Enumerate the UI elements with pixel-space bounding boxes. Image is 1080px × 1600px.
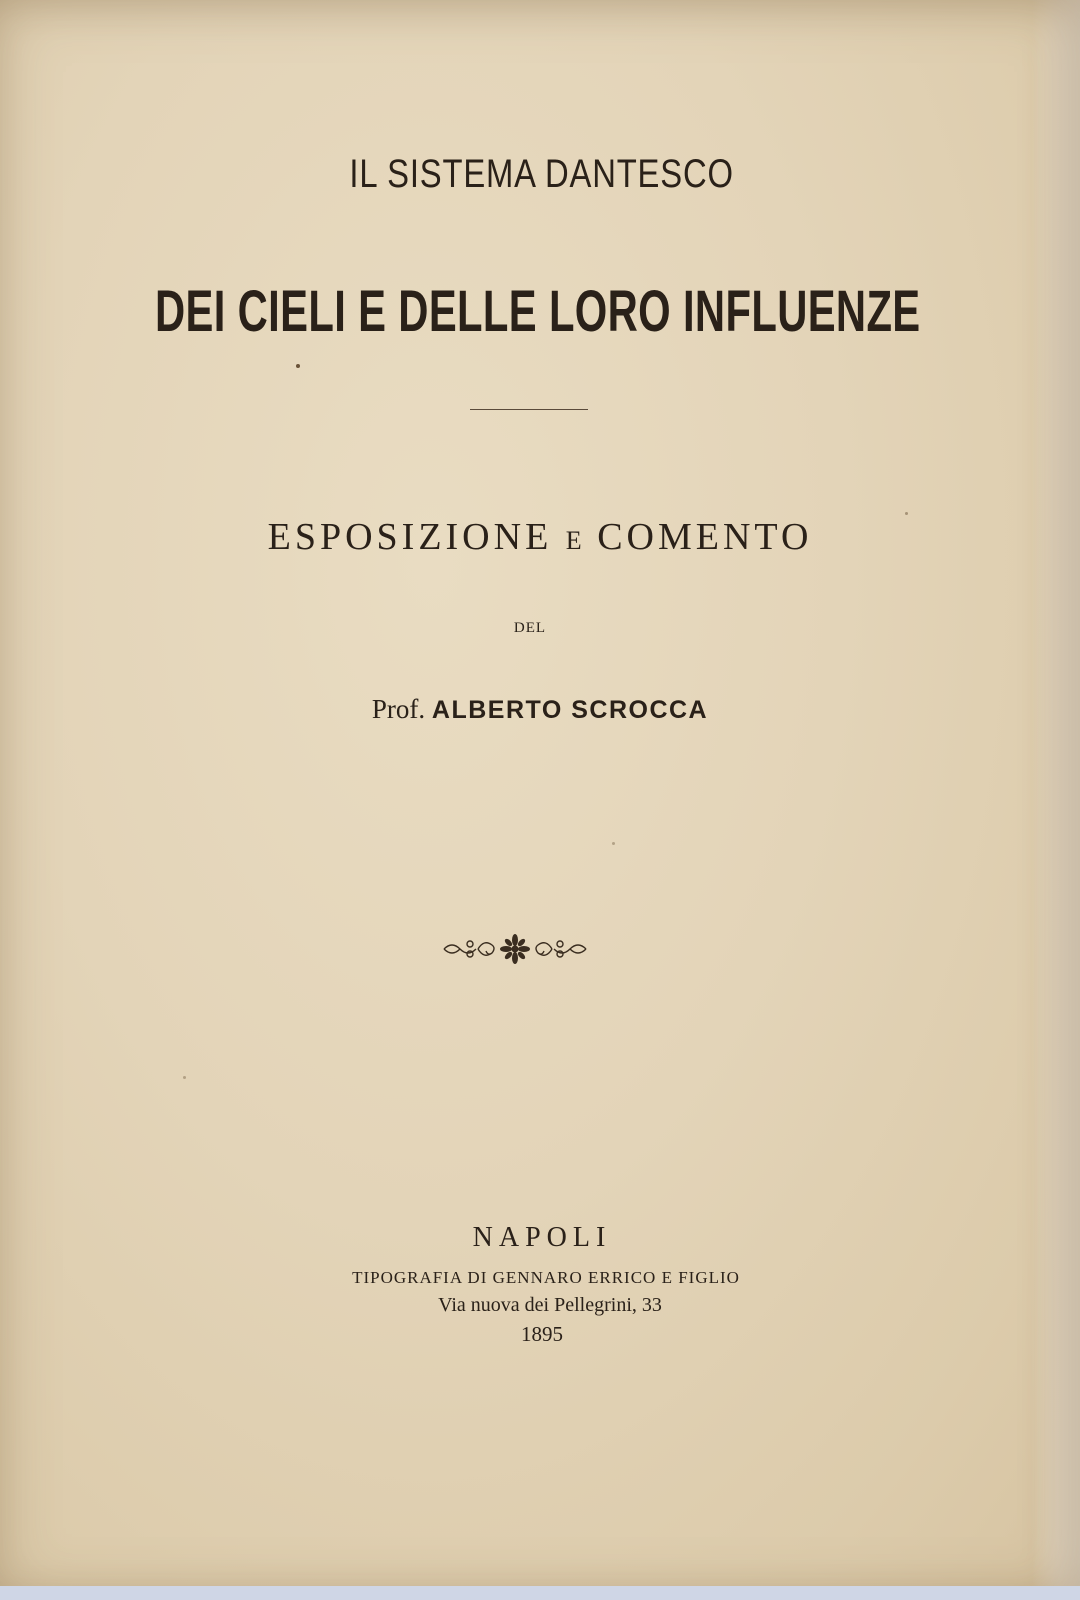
title-line-1: IL SISTEMA DANTESCO (349, 152, 734, 196)
subtitle-part-1: ESPOSIZIONE (267, 516, 553, 558)
paper-speck (183, 1076, 186, 1079)
page-right-edge (1032, 0, 1080, 1600)
bottom-background-strip (0, 1586, 1080, 1600)
subtitle-part-2: COMENTO (597, 516, 813, 558)
author-prefix: Prof. (371, 694, 426, 724)
title-line-2: DEI CIELI E DELLE LORO INFLUENZE (154, 279, 921, 344)
paper-speck (612, 842, 615, 845)
subtitle (0, 515, 1080, 559)
imprint-year: 1895 (521, 1322, 563, 1346)
author-line (0, 694, 1080, 725)
author-name: ALBERTO SCROCCA (431, 696, 709, 724)
paper-speck (296, 364, 300, 368)
title-divider-rule (470, 409, 588, 410)
floral-ornament-icon (440, 932, 590, 966)
del-label: DEL (513, 620, 547, 636)
imprint-printer: TIPOGRAFIA DI GENNARO ERRICO E FIGLIO (352, 1268, 740, 1287)
subtitle-conjunction: E (565, 526, 584, 555)
imprint-city: NAPOLI (472, 1222, 612, 1253)
imprint-address: Via nuova dei Pellegrini, 33 (438, 1294, 662, 1316)
